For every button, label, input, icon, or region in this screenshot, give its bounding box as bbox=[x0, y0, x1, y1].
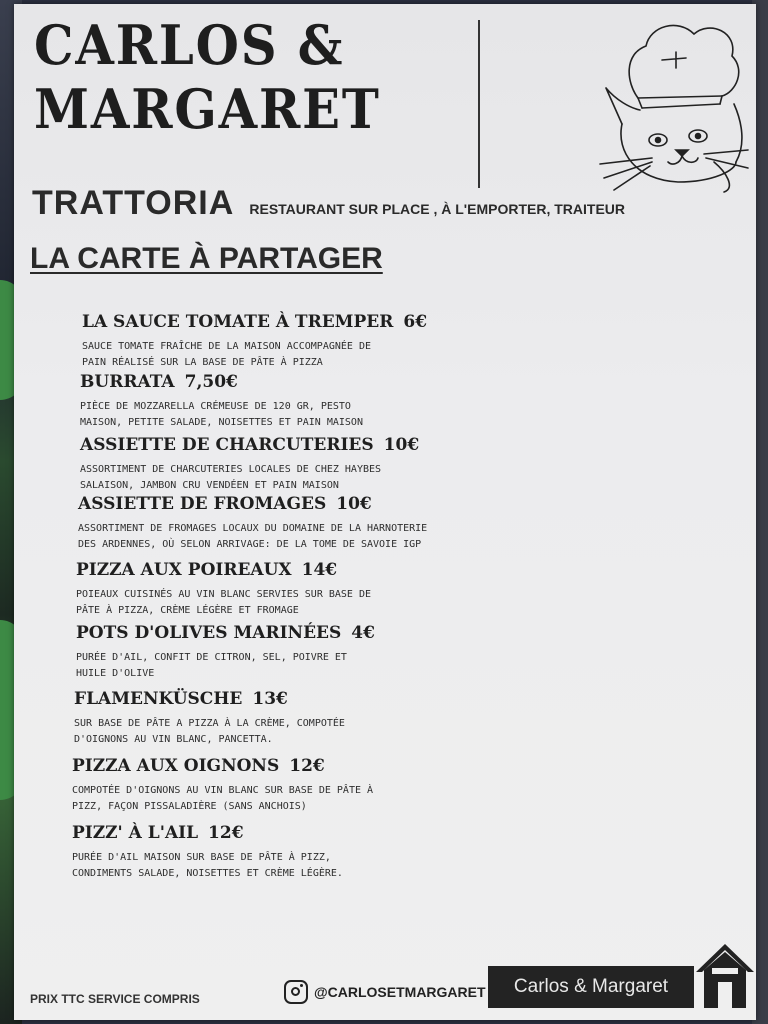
section-title: LA CARTE À PARTAGER bbox=[30, 242, 383, 275]
item-price: 12€ bbox=[208, 823, 244, 843]
item-name: LA SAUCE TOMATE À TREMPER bbox=[82, 312, 394, 332]
item-name: BURRATA bbox=[80, 372, 175, 392]
menu-item bbox=[72, 822, 492, 882]
chef-cat-logo-icon bbox=[586, 12, 752, 194]
item-price: 10€ bbox=[383, 435, 420, 455]
item-heading bbox=[72, 755, 492, 777]
item-name: FLAMENKÜSCHE bbox=[74, 689, 243, 709]
item-name: PIZZA AUX POIREAUX bbox=[76, 560, 292, 580]
item-heading bbox=[78, 493, 498, 515]
brand-label: Carlos & Margaret bbox=[488, 966, 694, 1008]
menu-item bbox=[76, 622, 496, 682]
menu-item bbox=[80, 434, 500, 494]
menu-item bbox=[74, 688, 494, 748]
services-label: RESTAURANT SUR PLACE , À L'EMPORTER, TRAITEUR bbox=[249, 201, 626, 217]
item-description: SUR BASE DE PÂTE A PIZZA À LA CRÈME, COMPOTÉE D'OIGNONS AU VIN BLANC, PANCETTA. bbox=[74, 718, 345, 745]
item-description: PURÉE D'AIL, CONFIT DE CITRON, SEL, POIVRE ET HUILE D'OLIVE bbox=[76, 652, 347, 679]
item-heading bbox=[72, 822, 492, 844]
item-description: POIEAUX CUISINÉS AU VIN BLANC SERVIES SUR BASE DE PÂTE À PIZZA, CRÈME LÉGÈRE ET FROMAGE bbox=[76, 589, 372, 616]
house-icon bbox=[694, 940, 756, 1010]
menu-item bbox=[76, 559, 496, 619]
item-heading bbox=[76, 559, 496, 581]
item-heading bbox=[80, 434, 500, 456]
item-description: PIÈCE DE MOZZARELLA CRÉMEUSE DE 120 GR, PESTO MAISON, PETITE SALADE, NOISETTES ET PAIN MAISON bbox=[80, 401, 363, 428]
item-heading bbox=[80, 371, 500, 393]
menu-item bbox=[72, 755, 492, 815]
menu-item bbox=[80, 371, 500, 431]
item-heading bbox=[82, 311, 502, 333]
item-price: 13€ bbox=[252, 689, 288, 709]
item-name: ASSIETTE DE FROMAGES bbox=[78, 494, 327, 514]
item-price: 14€ bbox=[301, 560, 338, 580]
item-name: ASSIETTE DE CHARCUTERIES bbox=[80, 435, 374, 455]
restaurant-name-line1: CARLOS & bbox=[34, 13, 345, 77]
item-price: 10€ bbox=[336, 494, 372, 514]
item-description: COMPOTÉE D'OIGNONS AU VIN BLANC SUR BASE DE PÂTE À PIZZ, FAÇON PISSALADIÈRE (SANS ANCHOIS) bbox=[72, 785, 374, 812]
menu-item bbox=[82, 311, 502, 371]
item-heading bbox=[74, 688, 494, 710]
restaurant-name-line2: MARGARET bbox=[34, 77, 381, 141]
item-name: PIZZ' À L'AIL bbox=[72, 823, 199, 843]
menu-item bbox=[78, 493, 498, 553]
item-description: ASSORTIMENT DE FROMAGES LOCAUX DU DOMAINE DE LA HARNOTERIE DES ARDENNES, OÙ SELON ARRIVAGE: DE LA TOME DE SAVOIE IGP bbox=[78, 523, 428, 550]
item-description: SAUCE TOMATE FRAÎCHE DE LA MAISON ACCOMPAGNÉE DE PAIN RÉALISÉ SUR LA BASE DE PÂTE À PIZZA bbox=[82, 341, 371, 368]
trattoria-label: TRATTORIA bbox=[32, 184, 235, 222]
instagram-handle bbox=[284, 980, 486, 1004]
item-name: POTS D'OLIVES MARINÉES bbox=[76, 623, 342, 643]
subtitle-row bbox=[32, 184, 625, 223]
menu-sheet bbox=[14, 4, 756, 1020]
item-price: 12€ bbox=[289, 756, 325, 776]
item-price: 7,50€ bbox=[184, 372, 238, 392]
item-description: ASSORTIMENT DE CHARCUTERIES LOCALES DE CHEZ HAYBES SALAISON, JAMBON CRU VENDÉEN ET PAIN MAISON bbox=[80, 464, 382, 491]
item-price: 4€ bbox=[351, 623, 375, 643]
item-price: 6€ bbox=[403, 312, 428, 332]
item-name: PIZZA AUX OIGNONS bbox=[72, 756, 280, 776]
instagram-text: @CARLOSETMARGARET bbox=[314, 984, 486, 1000]
header-divider bbox=[478, 20, 480, 188]
item-description: PURÉE D'AIL MAISON SUR BASE DE PÂTE À PIZZ, CONDIMENTS SALADE, NOISETTES ET CRÈME LÉGÈRE. bbox=[72, 852, 343, 879]
item-heading bbox=[76, 622, 496, 644]
instagram-icon bbox=[284, 980, 308, 1004]
price-note: PRIX TTC SERVICE COMPRIS bbox=[30, 992, 200, 1006]
